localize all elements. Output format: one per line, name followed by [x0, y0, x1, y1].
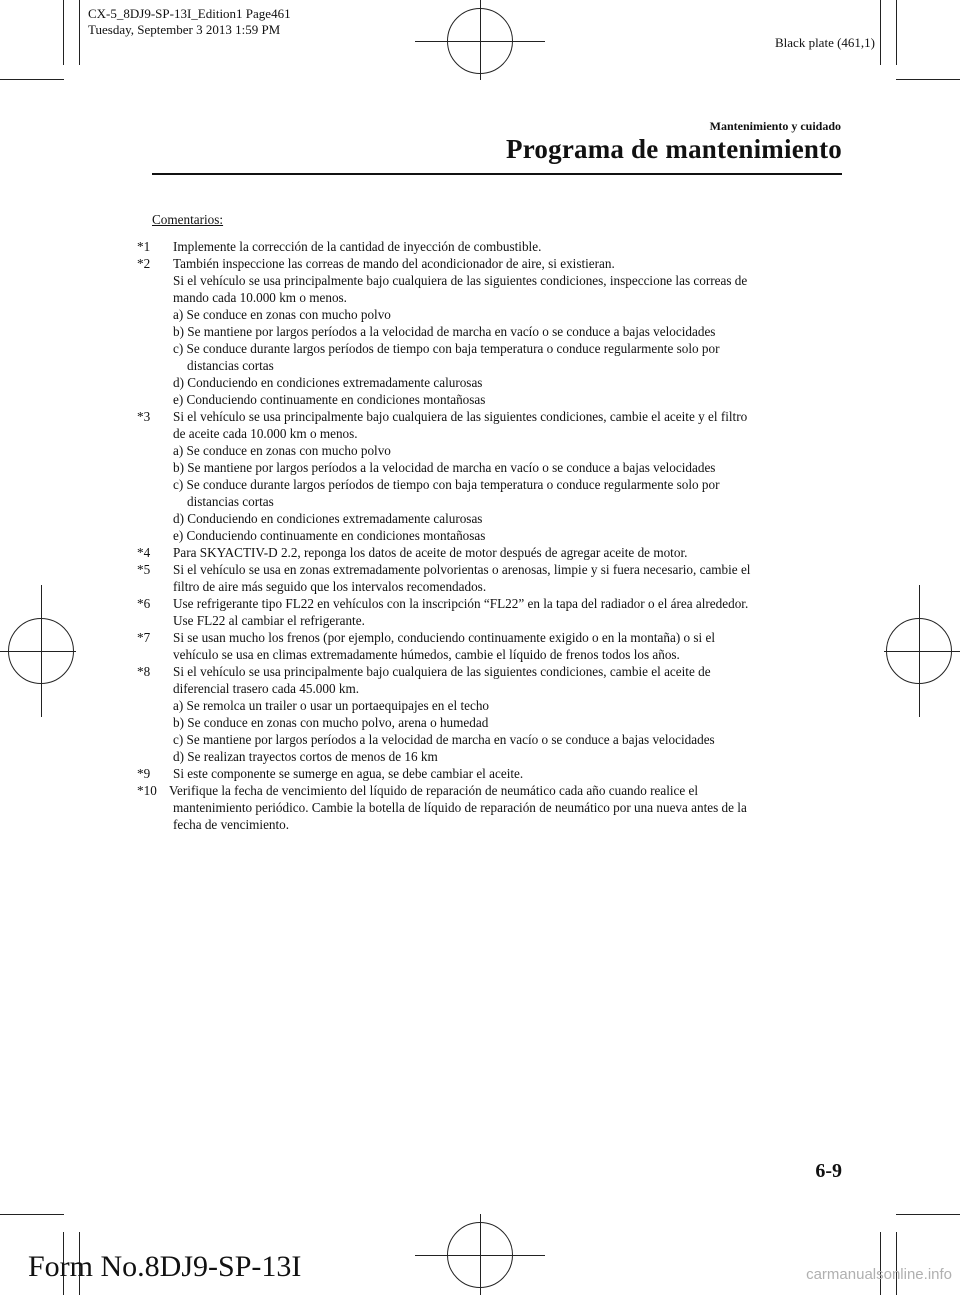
- note-line: [137, 459, 837, 476]
- note-line: [137, 425, 837, 442]
- note-text: e) Conduciendo continuamente en condiciones montañosas: [173, 392, 486, 407]
- note-line: [137, 255, 837, 272]
- note-text: b) Se conduce en zonas con mucho polvo, arena o humedad: [173, 715, 489, 730]
- note-text: También inspeccione las correas de mando del acondicionador de aire, si existieran.: [173, 256, 615, 271]
- note-line: [137, 629, 837, 646]
- note-text: mando cada 10.000 km o menos.: [173, 290, 347, 305]
- note-marker: *7: [137, 630, 151, 645]
- notes-list: [137, 238, 837, 833]
- note-text: a) Se conduce en zonas con mucho polvo: [173, 443, 391, 458]
- note-line: [137, 238, 837, 255]
- note-text: Si este componente se sumerge en agua, se debe cambiar el aceite.: [173, 766, 524, 781]
- note-line: [137, 391, 837, 408]
- note-text: b) Se mantiene por largos períodos a la velocidad de marcha en vacío o se conduce a bajas velocidades: [173, 460, 716, 475]
- crop-mark: [896, 79, 960, 80]
- note-line: [137, 357, 837, 374]
- crop-mark: [919, 585, 920, 717]
- note-text: mantenimiento periódico. Cambie la botella de líquido de reparación de neumático por una nueva antes de la: [173, 800, 747, 815]
- note-line: [137, 289, 837, 306]
- watermark: carmanualsonline.info: [806, 1266, 952, 1283]
- note-line: [137, 799, 837, 816]
- note-line: [137, 663, 837, 680]
- note-line: [137, 476, 837, 493]
- note-line: [137, 306, 837, 323]
- note-text: Use FL22 al cambiar el refrigerante.: [173, 613, 365, 628]
- note-text: Verifique la fecha de vencimiento del líquido de reparación de neumático cada año cuando realice el: [169, 783, 699, 798]
- note-text: e) Conduciendo continuamente en condiciones montañosas: [173, 528, 486, 543]
- note-line: [137, 578, 837, 595]
- note-line: [137, 544, 837, 561]
- note-marker: *2: [137, 256, 151, 271]
- note-line: [137, 493, 837, 510]
- note-line: [137, 816, 837, 833]
- note-marker: *4: [137, 545, 151, 560]
- note-text: a) Se remolca un trailer o usar un portaequipajes en el techo: [173, 698, 490, 713]
- plate-info: Black plate (461,1): [775, 35, 875, 50]
- note-text: distancias cortas: [187, 358, 274, 373]
- page-number: 6-9: [815, 1160, 842, 1182]
- chapter-label: Mantenimiento y cuidado: [709, 119, 841, 133]
- note-text: vehículo se usa en climas extremadamente húmedos, cambie el líquido de frenos todos los años.: [173, 647, 680, 662]
- note-text: Para SKYACTIV-D 2.2, reponga los datos de aceite de motor después de agregar aceite de motor.: [173, 545, 688, 560]
- crop-mark: [896, 1214, 960, 1215]
- note-line: [137, 561, 837, 578]
- note-text: Si se usan mucho los frenos (por ejemplo, conduciendo continuamente exigido o en la montaña) o si el: [173, 630, 716, 645]
- note-text: c) Se mantiene por largos períodos a la velocidad de marcha en vacío o se conduce a bajas velocidades: [173, 732, 715, 747]
- note-text: a) Se conduce en zonas con mucho polvo: [173, 307, 391, 322]
- note-marker: *3: [137, 409, 151, 424]
- note-line: [137, 697, 837, 714]
- note-text: de aceite cada 10.000 km o menos.: [173, 426, 358, 441]
- note-line: [137, 782, 837, 799]
- note-line: [137, 595, 837, 612]
- note-text: filtro de aire más seguido que los intervalos recomendados.: [173, 579, 487, 594]
- note-text: Use refrigerante tipo FL22 en vehículos con la inscripción “FL22” en la tapa del radiador o el área alrededor.: [173, 596, 749, 611]
- crop-mark: [896, 0, 897, 65]
- note-text: Si el vehículo se usa principalmente bajo cualquiera de las siguientes condiciones, cambie el aceite y el filtro: [173, 409, 748, 424]
- crop-mark: [880, 1232, 881, 1295]
- note-line: [137, 510, 837, 527]
- note-marker: *5: [137, 562, 151, 577]
- note-line: [137, 323, 837, 340]
- crop-mark: [896, 1232, 897, 1295]
- print-date-info: Tuesday, September 3 2013 1:59 PM: [88, 22, 281, 37]
- note-text: distancias cortas: [187, 494, 274, 509]
- note-line: [137, 272, 837, 289]
- note-line: [137, 731, 837, 748]
- note-line: [137, 408, 837, 425]
- note-marker: *8: [137, 664, 151, 679]
- note-line: [137, 765, 837, 782]
- note-marker: *1: [137, 239, 151, 254]
- note-text: diferencial trasero cada 45.000 km.: [173, 681, 360, 696]
- note-line: [137, 340, 837, 357]
- crop-mark: [880, 0, 881, 65]
- note-text: d) Conduciendo en condiciones extremadamente calurosas: [173, 511, 483, 526]
- note-text: Si el vehículo se usa en zonas extremadamente polvorientas o arenosas, limpie y si fuera necesario, cambie el: [173, 562, 751, 577]
- note-text: c) Se conduce durante largos períodos de tiempo con baja temperatura o conduce regularmente solo por: [173, 341, 720, 356]
- crop-mark: [0, 1214, 64, 1215]
- note-marker: *9: [137, 766, 151, 781]
- header-divider: [152, 173, 842, 175]
- crop-mark: [79, 0, 80, 65]
- note-marker: *10: [137, 783, 157, 798]
- crop-mark: [0, 651, 76, 652]
- note-line: [137, 714, 837, 731]
- note-line: [137, 646, 837, 663]
- note-line: [137, 374, 837, 391]
- note-text: fecha de vencimiento.: [173, 817, 290, 832]
- note-marker: *6: [137, 596, 151, 611]
- crop-mark: [0, 79, 64, 80]
- note-line: [137, 748, 837, 765]
- print-file-info: CX-5_8DJ9-SP-13I_Edition1 Page461: [88, 6, 291, 21]
- crop-mark: [41, 585, 42, 717]
- note-text: c) Se conduce durante largos períodos de tiempo con baja temperatura o conduce regularmente solo por: [173, 477, 720, 492]
- note-text: Implemente la corrección de la cantidad de inyección de combustible.: [173, 239, 542, 254]
- note-line: [137, 680, 837, 697]
- note-text: Si el vehículo se usa principalmente bajo cualquiera de las siguientes condiciones, inspeccione las correas de: [173, 273, 748, 288]
- note-text: b) Se mantiene por largos períodos a la velocidad de marcha en vacío o se conduce a bajas velocidades: [173, 324, 716, 339]
- notes-heading: Comentarios:: [152, 212, 224, 227]
- note-line: [137, 612, 837, 629]
- form-number: Form No.8DJ9-SP-13I: [28, 1250, 302, 1283]
- crop-mark: [63, 0, 64, 65]
- crop-mark: [480, 1214, 481, 1295]
- note-line: [137, 527, 837, 544]
- note-text: d) Conduciendo en condiciones extremadamente calurosas: [173, 375, 483, 390]
- crop-mark: [884, 651, 960, 652]
- crop-mark: [480, 0, 481, 80]
- note-text: d) Se realizan trayectos cortos de menos de 16 km: [173, 749, 438, 764]
- note-text: Si el vehículo se usa principalmente bajo cualquiera de las siguientes condiciones, cambie el aceite de: [173, 664, 711, 679]
- note-line: [137, 442, 837, 459]
- page-title: Programa de mantenimiento: [506, 134, 842, 164]
